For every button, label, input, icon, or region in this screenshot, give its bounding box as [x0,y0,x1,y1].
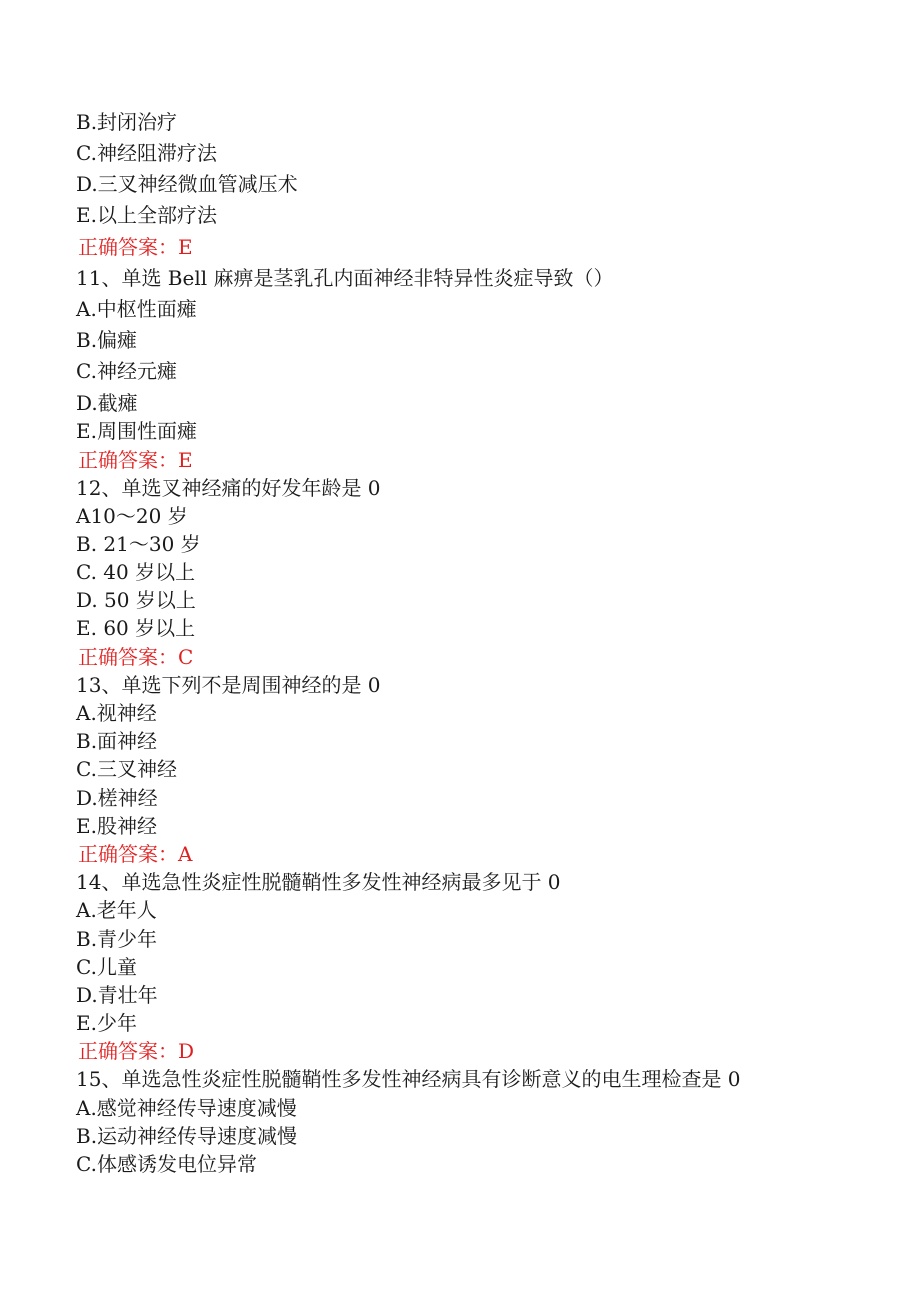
question-stem: 11、单选 Bell 麻痹是茎乳孔内面神经非特异性炎症导致（） [76,266,614,290]
option-e: E. 60 岁以上 [76,616,196,640]
option-b: B.偏瘫 [76,328,138,352]
question-stem: 12、单选叉神经痛的好发年龄是 0 [76,476,381,500]
option-c: C.三叉神经 [76,757,177,781]
option-c: C.神经元瘫 [76,359,177,383]
option-c: C.神经阻滞疗法 [76,141,217,165]
question-stem: 15、单选急性炎症性脱髓鞘性多发性神经病具有诊断意义的电生理检查是 0 [76,1067,741,1091]
option-e: E.少年 [76,1011,137,1035]
option-b: B.面神经 [76,729,158,753]
option-a: A.感觉神经传导速度减慢 [76,1096,297,1120]
question-stem: 13、单选下列不是周围神经的是 0 [76,673,381,697]
question-stem: 14、单选急性炎症性脱髓鞘性多发性神经病最多见于 0 [76,870,561,894]
option-d: D.青壮年 [76,983,158,1007]
answer-line: 正确答案：D [78,1039,195,1063]
option-d: D.槎神经 [76,786,158,810]
option-e: E.股神经 [76,814,157,838]
option-e: E.周围性面瘫 [76,419,197,443]
answer-line: 正确答案：E [78,448,193,472]
option-b: B.封闭治疗 [76,110,178,134]
option-a: A.中枢性面瘫 [76,297,197,321]
answer-line: 正确答案：A [78,842,193,866]
option-d: D. 50 岁以上 [76,588,196,612]
option-a: A.视神经 [76,701,157,725]
option-b: B.运动神经传导速度减慢 [76,1124,298,1148]
option-c: C.体感诱发电位异常 [76,1152,257,1176]
answer-line: 正确答案：C [78,645,194,669]
option-c: C.儿童 [76,955,137,979]
option-d: D.三叉神经微血管减压术 [76,172,298,196]
option-d: D.截瘫 [76,391,138,415]
option-e: E.以上全部疗法 [76,203,217,227]
option-c: C. 40 岁以上 [76,560,196,584]
option-a: A10～20 岁 [76,504,188,528]
option-a: A.老年人 [76,898,157,922]
option-b: B. 21～30 岁 [76,532,201,556]
answer-line: 正确答案：E [78,235,193,259]
option-b: B.青少年 [76,927,158,951]
